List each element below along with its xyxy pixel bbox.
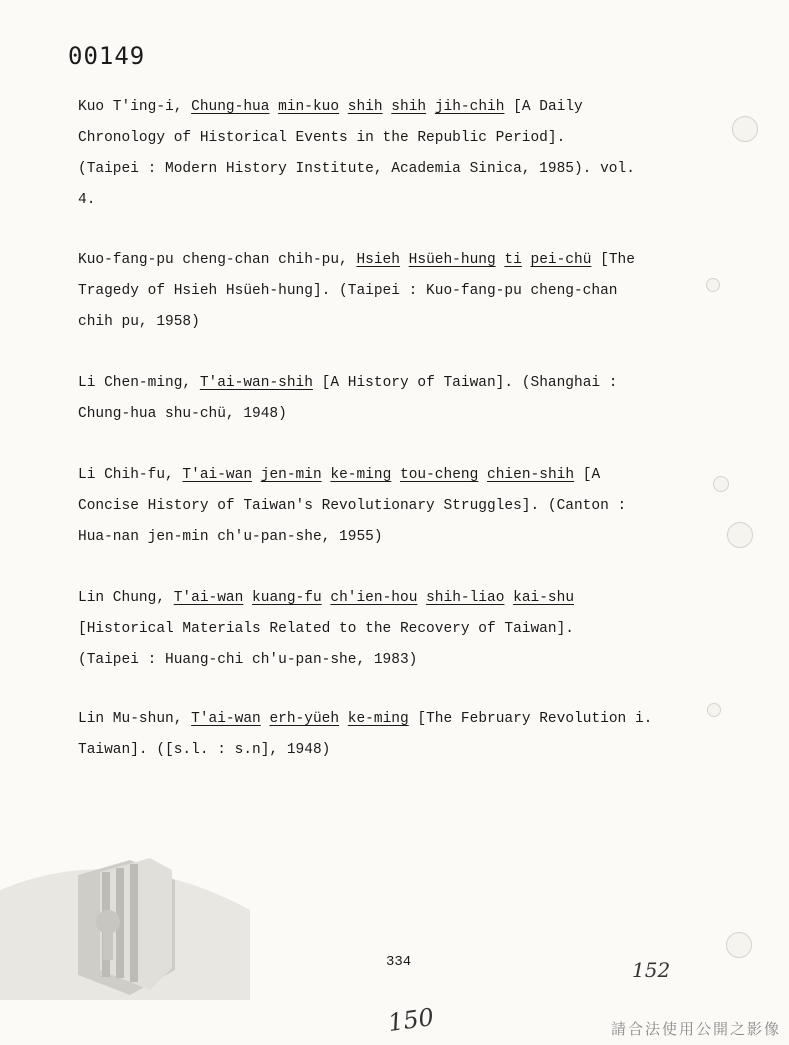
title-word: shih-liao: [426, 590, 505, 606]
text-segment: 4.: [78, 192, 96, 208]
text-segment: Hua-nan jen-min ch'u-pan-she, 1955): [78, 529, 383, 545]
text-segment: Kuo T'ing-i,: [78, 99, 192, 115]
text-segment: Kuo-fang-pu cheng-chan chih-pu,: [78, 252, 357, 268]
title-word: pei-chü: [530, 252, 592, 268]
document-number: 00149: [68, 42, 146, 70]
title-word: jih-chih: [434, 99, 505, 115]
text-segment: (Taipei : Huang-chi ch'u-pan-she, 1983): [78, 652, 418, 668]
entry-line: [78, 245, 718, 276]
entry-line: [78, 491, 718, 522]
page-number: 334: [386, 954, 412, 970]
text-segment: [426, 99, 435, 115]
entry-line: [78, 704, 718, 735]
text-segment: [The February Revolution i.: [408, 711, 653, 727]
title-word: min-kuo: [278, 99, 340, 115]
text-segment: [339, 711, 348, 727]
text-segment: Lin Mu-shun,: [78, 711, 192, 727]
title-word: T'ai-wan-shih: [199, 375, 313, 391]
text-segment: chih pu, 1958): [78, 314, 200, 330]
title-word: shih: [347, 99, 383, 115]
handwritten-number: 152: [632, 958, 671, 982]
punch-hole: [707, 703, 721, 717]
entry-line: [78, 92, 718, 123]
text-segment: Tragedy of Hsieh Hsüeh-hung]. (Taipei : Kuo-fang-pu cheng-chan: [78, 283, 618, 299]
text-segment: [339, 99, 348, 115]
handwritten-number: 150: [386, 1002, 436, 1038]
entry-line: [78, 735, 718, 766]
entry-line: [78, 123, 718, 154]
bibliography-entry-2: [78, 245, 718, 338]
punch-hole: [713, 476, 729, 492]
text-segment: [A: [574, 467, 601, 483]
entry-line: [78, 307, 718, 338]
entry-line: [78, 583, 718, 614]
text-segment: Li Chen-ming,: [78, 375, 200, 391]
text-segment: [243, 590, 252, 606]
title-word: ke-ming: [330, 467, 392, 483]
title-word: chien-shih: [487, 467, 575, 483]
title-word: jen-min: [260, 467, 322, 483]
punch-hole: [726, 932, 752, 958]
text-segment: [504, 590, 513, 606]
text-segment: [269, 99, 278, 115]
title-word: T'ai-wan: [182, 467, 253, 483]
text-segment: Taiwan]. ([s.l. : s.n], 1948): [78, 742, 331, 758]
text-segment: [The: [591, 252, 635, 268]
title-word: ti: [504, 252, 522, 268]
punch-hole: [732, 116, 758, 142]
bibliography-entry-1: [78, 92, 718, 216]
entry-line: [78, 645, 718, 676]
text-segment: [522, 252, 531, 268]
punch-hole: [706, 278, 720, 292]
entry-line: [78, 185, 718, 216]
text-segment: [391, 467, 400, 483]
entry-line: [78, 276, 718, 307]
title-word: shih: [391, 99, 427, 115]
text-segment: Chung-hua shu-chü, 1948): [78, 406, 287, 422]
text-segment: Li Chih-fu,: [78, 467, 183, 483]
text-segment: [Historical Materials Related to the Recovery of Taiwan].: [78, 621, 574, 637]
title-word: Chung-hua: [191, 99, 270, 115]
entry-line: [78, 154, 718, 185]
text-segment: [A History of Taiwan]. (Shanghai :: [312, 375, 618, 391]
title-word: tou-cheng: [400, 467, 479, 483]
text-segment: [400, 252, 409, 268]
title-word: ch'ien-hou: [330, 590, 418, 606]
footer-stamp: 請合法使用公開之影像: [610, 1020, 781, 1038]
text-segment: [383, 99, 392, 115]
text-segment: [478, 467, 487, 483]
title-word: Hsieh: [356, 252, 400, 268]
title-word: Hsüeh-hung: [408, 252, 496, 268]
text-segment: [417, 590, 426, 606]
entry-line: [78, 368, 718, 399]
text-segment: Chronology of Historical Events in the Republic Period].: [78, 130, 566, 146]
entry-line: [78, 460, 718, 491]
entry-line: [78, 399, 718, 430]
text-segment: [A Daily: [504, 99, 583, 115]
bibliography-entry-3: [78, 368, 718, 430]
text-segment: Lin Chung,: [78, 590, 174, 606]
title-word: T'ai-wan: [191, 711, 261, 727]
text-segment: Concise History of Taiwan's Revolutionary Struggles]. (Canton :: [78, 498, 627, 514]
entry-line: [78, 614, 718, 645]
bibliography-entry-6: [78, 704, 718, 766]
title-word: kai-shu: [513, 590, 575, 606]
title-word: T'ai-wan: [173, 590, 244, 606]
text-segment: [252, 467, 261, 483]
title-word: erh-yüeh: [269, 711, 340, 727]
punch-hole: [727, 522, 753, 548]
title-word: kuang-fu: [252, 590, 322, 606]
text-segment: (Taipei : Modern History Institute, Academia Sinica, 1985). vol.: [78, 161, 635, 177]
title-word: ke-ming: [347, 711, 409, 727]
bibliography-entry-4: [78, 460, 718, 553]
archive-logo-icon: [0, 850, 250, 1000]
entry-line: [78, 522, 718, 553]
bibliography-entry-5: [78, 583, 718, 676]
